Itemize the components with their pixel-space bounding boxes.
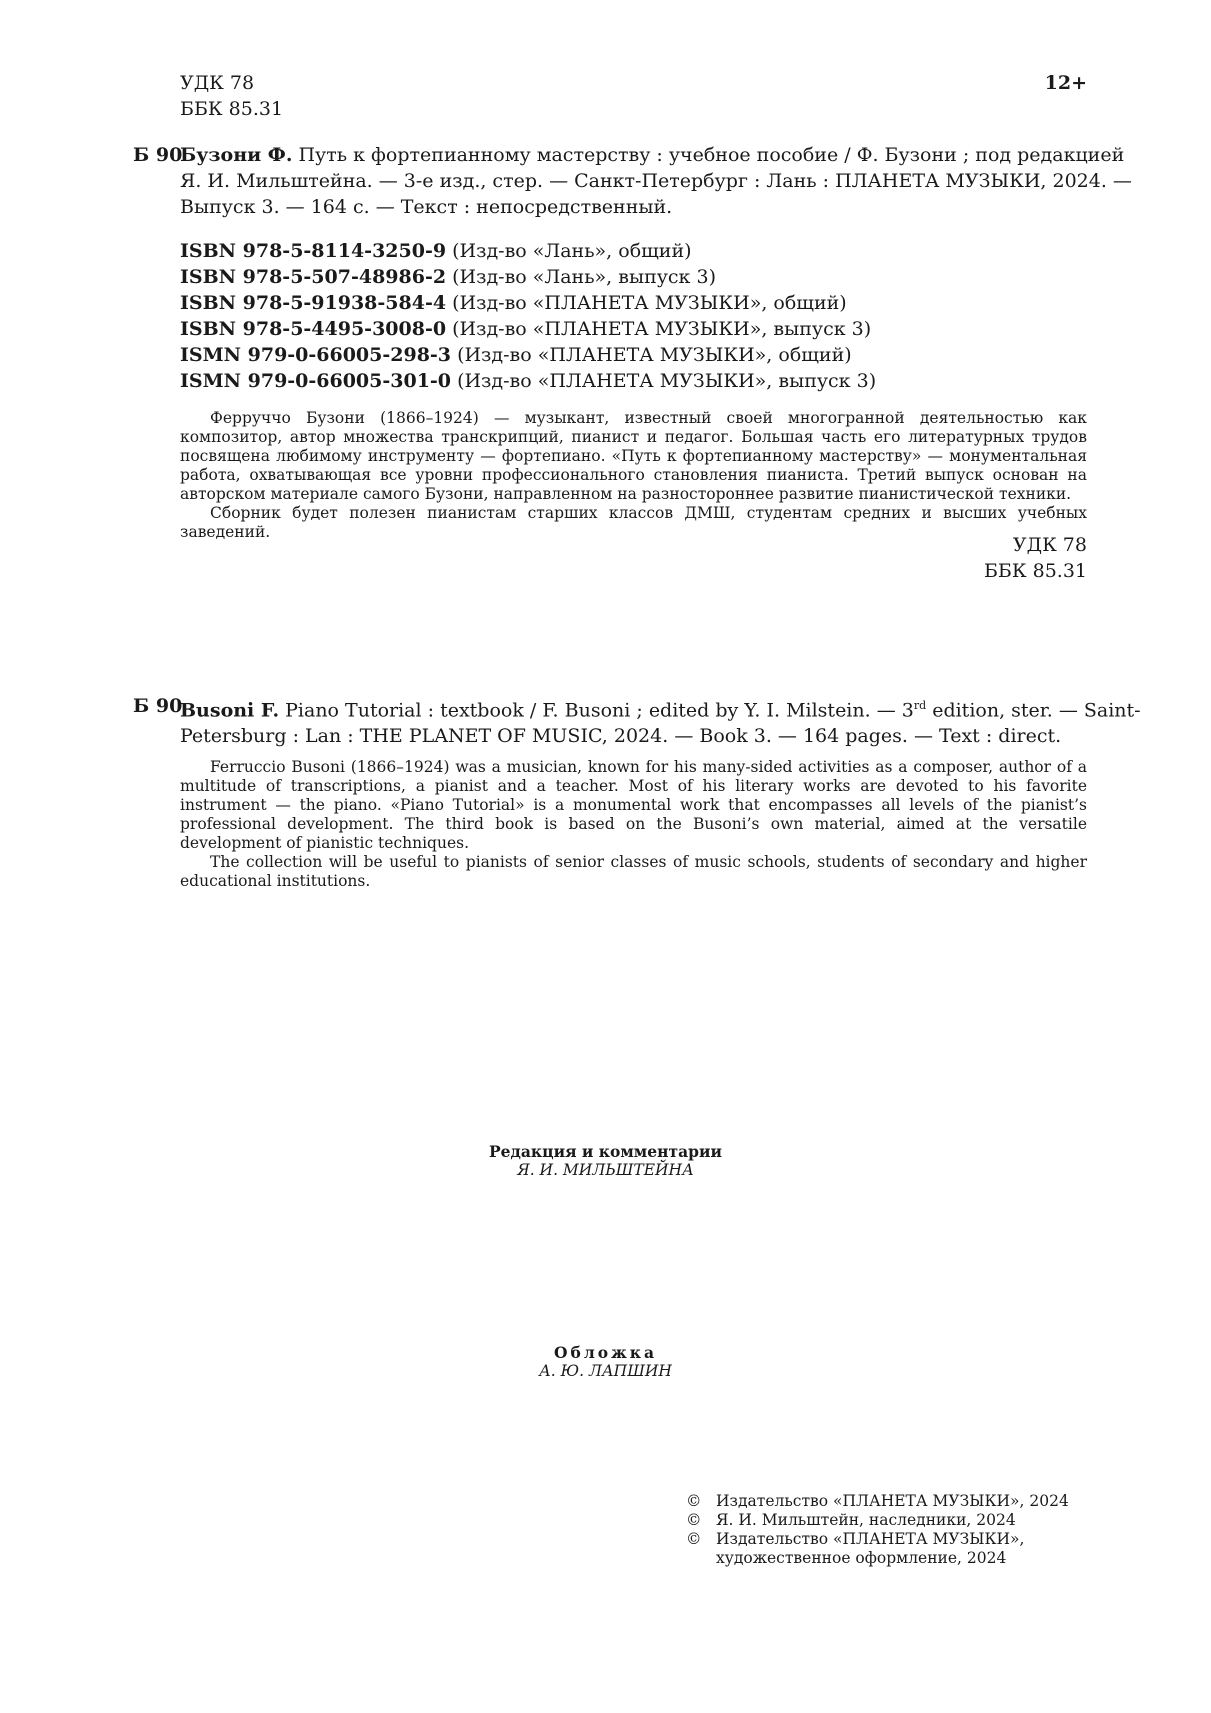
ru-entry-line3: Выпуск 3. — 164 с. — Текст : непосредственный.: [180, 196, 673, 218]
isbn-note: (Изд-во «Лань», выпуск 3): [446, 266, 716, 288]
mid-udk: УДК 78: [1012, 534, 1087, 556]
en-entry-text-a: Piano Tutorial : textbook / F. Busoni ; edited by Y. I. Milstein. — 3: [279, 699, 914, 722]
ru-entry-line1: Путь к фортепианному мастерству : учебное пособие / Ф. Бузони ; под редакцией: [292, 144, 1125, 166]
en-entry-line2: Petersburg : Lan : THE PLANET OF MUSIC, 2024. — Book 3. — 164 pages. — Text : direct.: [180, 725, 1062, 748]
header-udk: УДК 78: [180, 72, 255, 94]
cover-label: Обложка: [554, 1343, 657, 1362]
isbn-code: ISMN 979-0-66005-298-3: [180, 344, 452, 366]
ru-entry-line2: Я. И. Мильштейна. — 3-е изд., стер. — Санкт-Петербург : Лань : ПЛАНЕТА МУЗЫКИ, 2024. —: [180, 170, 1132, 192]
isbn-note: (Изд-во «ПЛАНЕТА МУЗЫКИ», выпуск 3): [446, 318, 872, 340]
en-annotation-para2: The collection will be useful to pianists of senior classes of music schools, students of secondary and higher educational institutions.: [180, 853, 1087, 890]
mid-bbk: ББК 85.31: [983, 560, 1087, 582]
isbn-line: [180, 316, 876, 342]
en-annotation: [180, 758, 1087, 891]
editing-name: Я. И. МИЛЬШТЕЙНА: [517, 1161, 694, 1179]
isbn-code: ISMN 979-0-66005-301-0: [180, 370, 452, 392]
copyright-line: [686, 1530, 1106, 1568]
copyright-block: [686, 1492, 1106, 1568]
ru-annotation: [180, 409, 1087, 542]
cover-name: А. Ю. ЛАПШИН: [539, 1362, 672, 1380]
isbn-note: (Изд-во «ПЛАНЕТА МУЗЫКИ», выпуск 3): [451, 370, 877, 392]
isbn-line: [180, 368, 876, 394]
en-entry-text-b: edition, ster. — Saint-: [926, 699, 1141, 722]
copyright-line: [686, 1511, 1106, 1530]
ru-annotation-para2: Сборник будет полезен пианистам старших классов ДМШ, студентам средних и высших учебных заведений.: [180, 504, 1087, 541]
cover-credit: [0, 1343, 1211, 1381]
copyright-line: [686, 1492, 1106, 1511]
en-entry-code: Б 90: [133, 695, 183, 717]
header-classification: [180, 70, 283, 122]
isbn-line: [180, 264, 876, 290]
isbn-line: [180, 342, 876, 368]
copyright-line1: Издательство «ПЛАНЕТА МУЗЫКИ», 2024: [716, 1492, 1069, 1510]
copyright-icon: ©: [686, 1511, 702, 1529]
en-author: Busoni F.: [180, 699, 280, 722]
ru-author: Бузони Ф.: [180, 144, 293, 166]
isbn-code: ISBN 978-5-8114-3250-9: [180, 240, 447, 262]
editing-label: Редакция и комментарии: [489, 1142, 722, 1161]
isbn-list: [180, 238, 876, 394]
copyright-line3a: Издательство «ПЛАНЕТА МУЗЫКИ»,: [716, 1530, 1025, 1548]
isbn-line: [180, 290, 876, 316]
age-rating: 12+: [1044, 72, 1087, 94]
copyright-icon: ©: [686, 1492, 702, 1510]
isbn-code: ISBN 978-5-91938-584-4: [180, 292, 447, 314]
header-bbk: ББК 85.31: [180, 98, 284, 120]
ru-entry-code: Б 90: [133, 144, 183, 166]
isbn-note: (Изд-во «ПЛАНЕТА МУЗЫКИ», общий): [446, 292, 847, 314]
ru-bibliographic-entry: [180, 142, 1132, 220]
mid-classification: [984, 532, 1087, 584]
en-annotation-para1: Ferruccio Busoni (1866–1924) was a musician, known for his many-sided activities as a composer, author of a multitude of transcriptions, a pianist and a teacher. Most of his literary works are devoted to his favorite instrument — the piano. «Piano Tutorial» is a monumental work that encompasses all levels of the pianist’s professional development. The third book is based on the Busoni’s own material, aimed at the versatile development of pianistic techniques.: [180, 758, 1087, 852]
en-entry-sup: rd: [913, 699, 927, 712]
en-bibliographic-entry: [180, 693, 1141, 749]
isbn-line: [180, 238, 876, 264]
isbn-note: (Изд-во «Лань», общий): [446, 240, 692, 262]
copyright-line2: Я. И. Мильштейн, наследники, 2024: [716, 1511, 1016, 1529]
editing-credit: [0, 1142, 1211, 1180]
isbn-code: ISBN 978-5-4495-3008-0: [180, 318, 447, 340]
isbn-code: ISBN 978-5-507-48986-2: [180, 266, 447, 288]
copyright-line3b: художественное оформление, 2024: [716, 1549, 1007, 1567]
ru-annotation-para1: Ферруччо Бузони (1866–1924) — музыкант, известный своей многогранной деятельностью как композитор, автор множества транскрипций, пианист и педагог. Большая часть его литературных трудов посвящена любимому инструменту — фортепиано. «Путь к фортепианному мастерству» — монументальная работа, охватывающая все уровни профессионального становления пианиста. Третий выпуск основан на авторском материале самого Бузони, направленном на разностороннее развитие пианистической техники.: [180, 409, 1087, 503]
copyright-icon: ©: [686, 1530, 702, 1548]
isbn-note: (Изд-во «ПЛАНЕТА МУЗЫКИ», общий): [451, 344, 852, 366]
